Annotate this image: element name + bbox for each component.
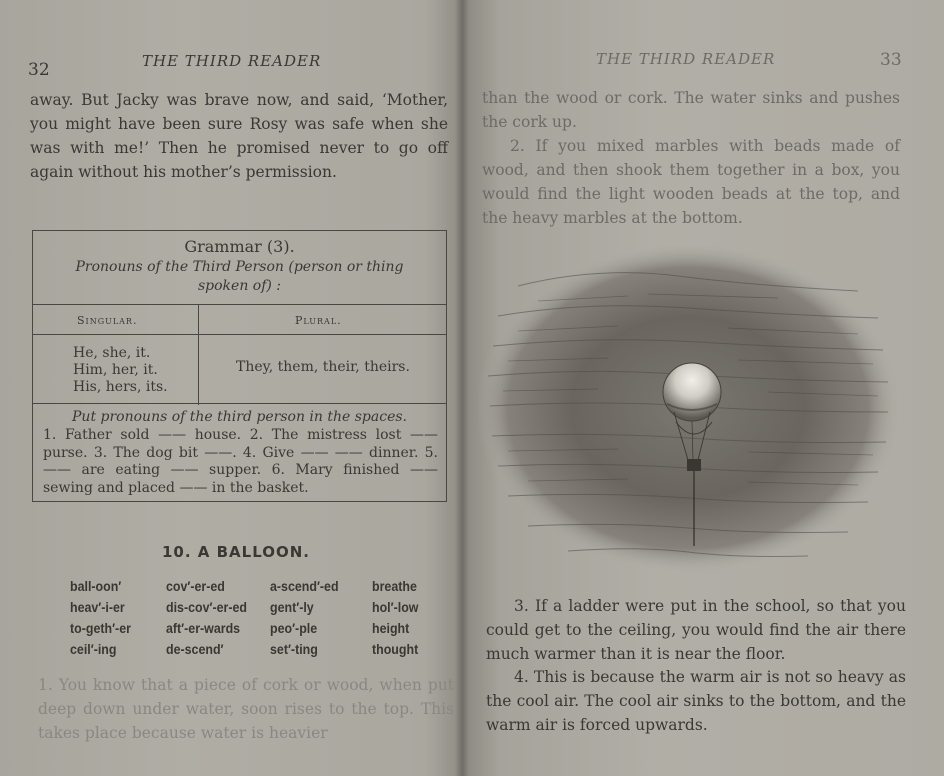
vocab-word: breathe bbox=[372, 579, 417, 594]
singular-list bbox=[73, 345, 168, 396]
vocab-word: dis-cov′-er-ed bbox=[166, 600, 247, 615]
vocab-word: hol′-low bbox=[372, 600, 419, 615]
exercise-title: Put pronouns of the third person in the spaces. bbox=[72, 409, 407, 425]
singular-heading: Singular. bbox=[77, 314, 138, 327]
singular-line: Him, her, it. bbox=[73, 362, 158, 378]
vocab-word: aft′-er-wards bbox=[166, 621, 241, 636]
grammar-box bbox=[32, 230, 447, 502]
grammar-rule-header bbox=[33, 334, 446, 335]
vocab-word: peo′-ple bbox=[270, 621, 318, 636]
vocab-column bbox=[270, 576, 345, 660]
plural-heading: Plural. bbox=[295, 314, 342, 327]
vocab-word: set′-ting bbox=[270, 642, 318, 657]
book-gutter bbox=[455, 0, 469, 776]
grammar-title: Grammar (3). bbox=[184, 237, 295, 256]
vocab-word: to-geth′-er bbox=[70, 621, 131, 636]
exercise-text: 1. Father sold —— house. 2. The mistress lost —— purse. 3. The dog bit ——. 4. Give —— —— dinner. 5. —— are eating —— supper. 6. Mary finished —— sewing and placed —— in the basket. bbox=[43, 427, 438, 496]
vocab-word: height bbox=[372, 621, 410, 636]
grammar-rule-bottom bbox=[33, 403, 446, 404]
singular-line: His, hers, its. bbox=[73, 379, 168, 395]
running-head-left: THE THIRD READER bbox=[142, 52, 322, 70]
running-head-right: THE THIRD READER bbox=[596, 50, 776, 68]
vocab-column bbox=[70, 576, 136, 660]
opening-paragraph: away. But Jacky was brave now, and said, ‘Mother, you might have been sure Rosy was safe when she was with me!’ Then he promised never to go off again without his mother’s permission. bbox=[30, 91, 448, 181]
vocab-word: ball-oon′ bbox=[70, 579, 122, 594]
paragraph-4: 4. This is because the warm air is not so heavy as the cool air. The cool air sinks to the bottom, and the warm air is forced upwards. bbox=[486, 668, 906, 734]
balloon-basket bbox=[687, 459, 701, 471]
vocab-word: cov′-er-ed bbox=[166, 579, 225, 594]
vocab-word: thought bbox=[372, 642, 419, 657]
balloon-illustration bbox=[478, 246, 898, 576]
vocab-word: a-scend′-ed bbox=[270, 579, 339, 594]
vocab-word: heav′-i-er bbox=[70, 600, 125, 615]
paragraph-1: 1. You know that a piece of cork or wood, when put deep down under water, soon rises to the top. This takes place because water is heavier bbox=[38, 676, 454, 742]
vocab-word: ceil′-ing bbox=[70, 642, 117, 657]
paragraph-2: 2. If you mixed marbles with beads made of wood, and then shook them together in a box, you would find the light wooden beads at the top, and the heavy marbles at the bottom. bbox=[482, 137, 900, 227]
continued-text: than the wood or cork. The water sinks and pushes the cork up. bbox=[482, 89, 900, 131]
grammar-column-divider bbox=[198, 304, 199, 405]
left-page bbox=[0, 0, 462, 776]
vocab-column bbox=[166, 576, 254, 660]
page-number-right: 33 bbox=[880, 50, 902, 70]
balloon-envelope bbox=[663, 363, 721, 421]
page-number-left: 32 bbox=[28, 60, 50, 80]
plural-text: They, them, their, theirs. bbox=[236, 359, 410, 375]
grammar-rule-top bbox=[33, 304, 446, 305]
lesson-title: 10. A BALLOON. bbox=[162, 543, 311, 561]
paragraph-3: 3. If a ladder were put in the school, so that you could get to the ceiling, you would find the air there much warmer than it is near the floor. bbox=[486, 597, 906, 663]
grammar-subtitle: Pronouns of the Third Person (person or thing spoken of) : bbox=[75, 259, 404, 294]
vocab-word: de-scend′ bbox=[166, 642, 224, 657]
singular-line: He, she, it. bbox=[73, 345, 151, 361]
vocab-word: gent′-ly bbox=[270, 600, 314, 615]
vocab-column bbox=[372, 576, 422, 660]
